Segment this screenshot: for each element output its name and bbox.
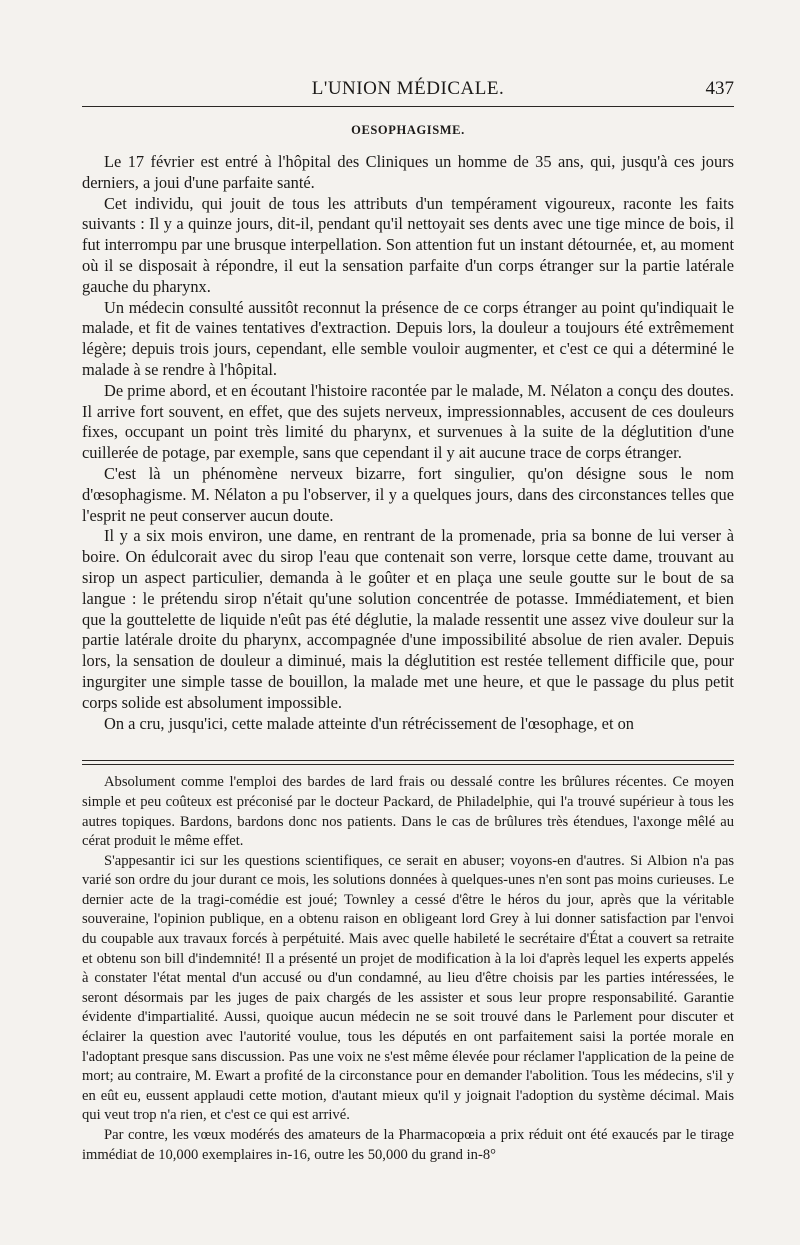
header-rule: [82, 106, 734, 107]
article-paragraph: Cet individu, qui jouit de tous les attributs d'un tempérament vigoureux, raconte les faits suivants : Il y a quinze jours, dit-il, pendant qu'il nettoyait ses dents avec une tige mince de bois, il fut interrompu par une brusque interpellation. Son attention fut un instant détournée, et, au moment où il se disposait à répondre, il eut la sensation parfaite d'un corps étranger sur la partie latérale gauche du pharynx.: [82, 193, 734, 296]
article-paragraph: On a cru, jusqu'ici, cette malade atteinte d'un rétrécissement de l'œsophage, et on: [104, 713, 634, 733]
article-body: [82, 152, 734, 734]
feuilleton-separator: [82, 760, 734, 765]
running-title: L'UNION MÉDICALE.: [311, 78, 505, 99]
feuilleton-paragraph: S'appesantir ici sur les questions scientifiques, ce serait en abuser; voyons-en d'autres. Si Albion n'a pas varié son ordre du jour durant ce mois, les solutions données à quelques-unes n'en sont pas moins curieuses. Le dernier acte de la tragi-comédie est joué; Townley a cessé d'être le héros du jour, après que la véritable souveraine, l'opinion publique, en a obtenu raison en obligeant lord Grey à lui donner satisfaction par l'envoi du coupable aux travaux forcés à perpétuité. Mais avec quelle habileté le secrétaire d'État a couvert sa retraite et obtenu son bill d'indemnité! Il a présenté un projet de modification à la loi d'après lequel les experts appelés à constater l'état mental d'un accusé ou d'un condamné, au lieu d'être choisis par les parties intéressées, le seront désormais par les juges de paix chargés de les assister et sous leur propre responsabilité. Garantie évidente d'impartialité. Aussi, quoique aucun médecin ne se soit trouvé dans le Parlement pour discuter et éclairer la question avec l'autorité voulue, tous les députés en ont parfaitement saisi la portée morale en l'adoptant presque sans discussion. Pas une voix ne s'est même élevée pour réclamer l'application de la peine de mort; au contraire, M. Ewart a profité de la circonstance pour en demander l'abolition. Tous les médecins, s'il y en eût eu, eussent applaudi cette motion, d'autant mieux qu'il y joignait l'adoption du système décimal. Mais qui veut trop n'a rien, et c'est ce qui est arrivé.: [82, 852, 734, 1124]
article-title: OESOPHAGISME.: [351, 123, 465, 137]
article-paragraph: Un médecin consulté aussitôt reconnut la présence de ce corps étranger au point qu'indiquait le malade, et fit de vaines tentatives d'extraction. Depuis lors, la douleur a toujours été extrêmement légère; depuis trois jours, cependant, elle semble vouloir augmenter, et c'est ce qui a déterminé le malade à se rendre à l'hôpital.: [82, 297, 734, 379]
feuilleton-paragraph: Absolument comme l'emploi des bardes de lard frais ou dessalé contre les brûlures récentes. Ce moyen simple et peu coûteux est préconisé par le docteur Packard, de Philadelphie, qui l'a trouvé supérieur à tous les autres topiques. Bardons, bardons donc nos patients. Dans le cas de brûlures très étendues, l'axonge mêlé au cérat produit le même effet.: [82, 774, 734, 850]
feuilleton-paragraph: Par contre, les vœux modérés des amateurs de la Pharmacopœia a prix réduit ont été exaucés par le tirage immédiat de 10,000 exemplaires in-16, outre les 50,000 du grand in-8°: [82, 1127, 734, 1163]
article-paragraph: Il y a six mois environ, une dame, en rentrant de la promenade, pria sa bonne de lui verser à boire. On édulcorait avec du sirop l'eau que contenait son verre, lorsque cette dame, trouvant au sirop un aspect particulier, demanda à le goûter et en plaça une seule goutte sur le bout de sa langue : le prétendu sirop n'était qu'une solution concentrée de potasse. Immédiatement, et bien que la gouttelette de liquide n'eût pas été déglutie, la malade ressentit une assez vive douleur sur la partie latérale droite du pharynx, accompagnée d'une impossibilité absolue de rien avaler. Depuis lors, la sensation de douleur a diminué, mais la déglutition est restée tellement difficile que, pour ingurgiter une simple tasse de bouillon, la malade met une heure, et que le passage du plus petit corps solide est absolument impossible.: [82, 526, 734, 712]
running-head: [82, 78, 734, 106]
feuilleton-body: [82, 773, 734, 1165]
article-paragraph: De prime abord, et en écoutant l'histoire racontée par le malade, M. Nélaton a conçu des doutes. Il arrive fort souvent, en effet, que des sujets nerveux, impressionnables, accusent de ces douleurs fixes, occupant un point très limité du pharynx, et survenues à la suite de la déglutition d'une cuillerée de potage, par exemple, sans que cependant il y ait aucune trace de corps étranger.: [82, 380, 734, 463]
article-paragraph: C'est là un phénomène nerveux bizarre, fort singulier, qu'on désigne sous le nom d'œsophagisme. M. Nélaton a pu l'observer, il y a quelques jours, dans des circonstances telles que l'esprit ne peut conserver aucun doute.: [82, 463, 734, 525]
page-number: 437: [705, 78, 734, 99]
article-paragraph: Le 17 février est entré à l'hôpital des Cliniques un homme de 35 ans, qui, jusqu'à ces jours derniers, a joui d'une parfaite santé.: [82, 152, 734, 192]
